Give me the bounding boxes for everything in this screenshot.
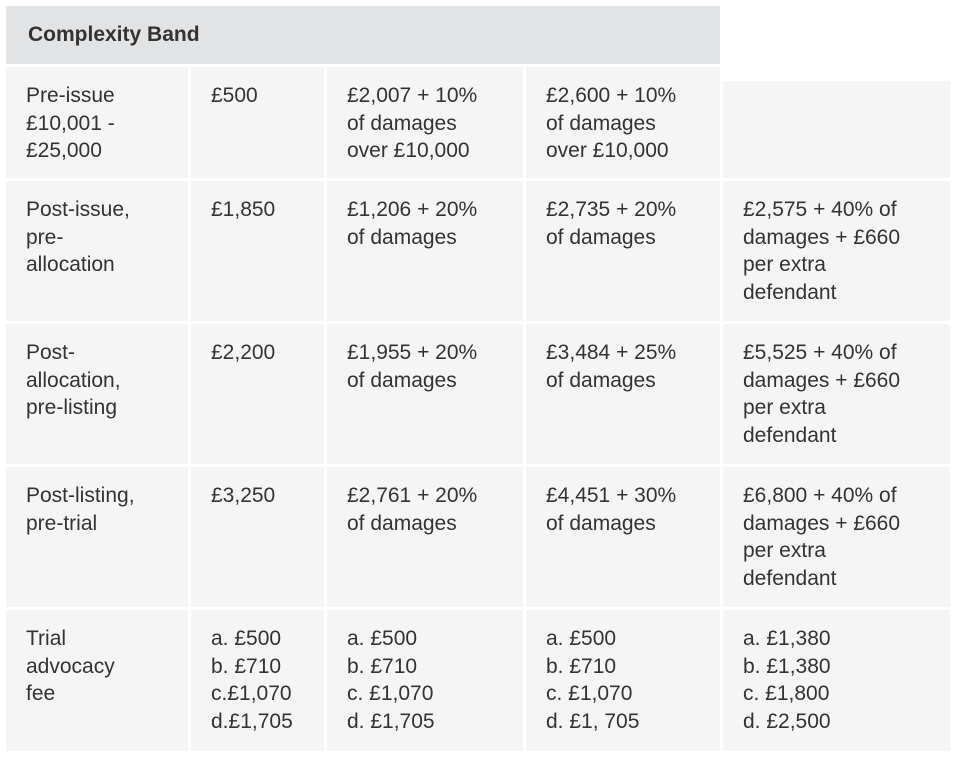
table-cell: a. £1,380 b. £1,380 c. £1,800 d. £2,500 [723,610,950,751]
table-cell: £2,600 + 10% of damages over £10,000 [526,67,720,178]
table-cell: £5,525 + 40% of damages + £660 per extra defendant [723,324,950,464]
table-cell: £6,800 + 40% of damages + £660 per extra defendant [723,467,950,607]
table-cell: £3,250 [191,467,324,607]
table-cell-stage: Pre-issue £10,001 - £25,000 [6,67,188,178]
table-cell: £2,200 [191,324,324,464]
table-cell: £500 [191,67,324,178]
table-cell: £2,761 + 20% of damages [327,467,523,607]
table-cell: £2,575 + 40% of damages + £660 per extra defendant [723,181,950,321]
table-cell: £4,451 + 30% of damages [526,467,720,607]
table-cell-stage: Post- allocation, pre-listing [6,324,188,464]
table-cell: £2,007 + 10% of damages over £10,000 [327,67,523,178]
table-cell: a. £500 b. £710 c. £1,070 d. £1, 705 [526,610,720,751]
table-cell: a. £500 b. £710 c.£1,070 d.£1,705 [191,610,324,751]
table-cell-empty [723,81,950,178]
table-cell: £1,955 + 20% of damages [327,324,523,464]
table-cell-stage: Post-issue, pre- allocation [6,181,188,321]
table-cell: a. £500 b. £710 c. £1,070 d. £1,705 [327,610,523,751]
table-header-complexity-band: Complexity Band [6,6,720,64]
table-cell: £1,850 [191,181,324,321]
table-cell: £1,206 + 20% of damages [327,181,523,321]
table-cell: £2,735 + 20% of damages [526,181,720,321]
table-cell-stage: Trial advocacy fee [6,610,188,751]
table-cell: £3,484 + 25% of damages [526,324,720,464]
table-cell-stage: Post-listing, pre-trial [6,467,188,607]
